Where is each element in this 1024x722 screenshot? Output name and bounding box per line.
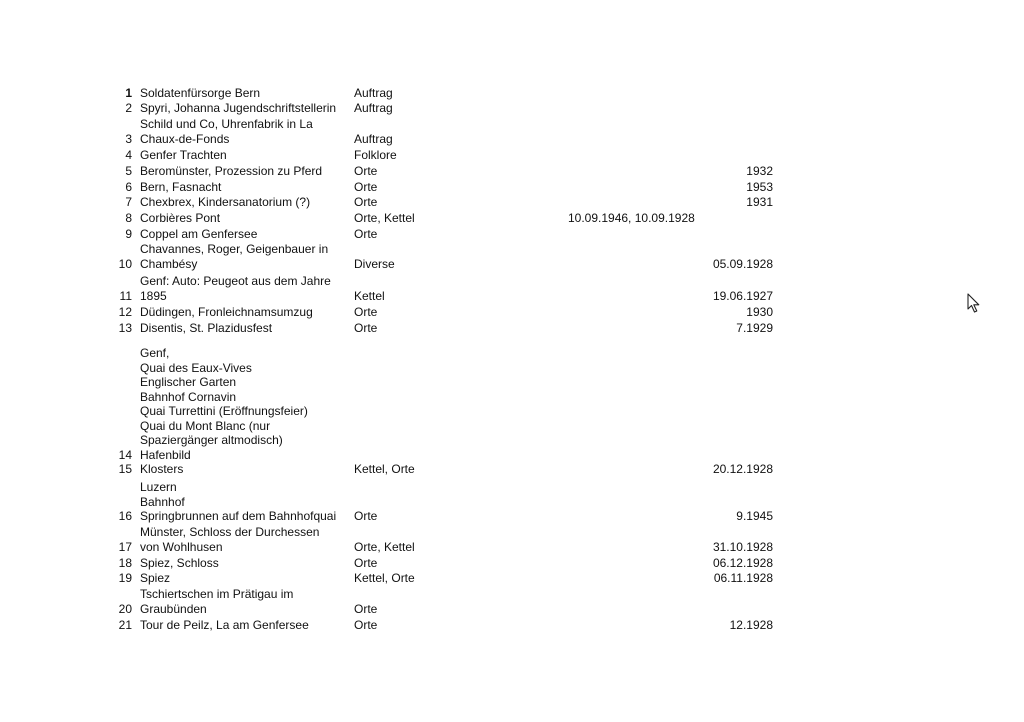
row-title-line: 1895 (140, 288, 167, 303)
row-title (140, 117, 313, 146)
row-title (140, 321, 272, 336)
row-number: 21 (118, 618, 132, 632)
row-title-line: Hafenbild (140, 447, 191, 462)
row-category: Orte (354, 618, 378, 632)
row-title-line: Genfer Trachten (140, 148, 227, 162)
row-title (140, 195, 310, 210)
row-title-line: Disentis, St. Plazidusfest (140, 321, 273, 335)
row-category: Kettel, Orte (354, 462, 415, 476)
row-date: 20.12.1928 (712, 462, 773, 476)
row-title (140, 148, 227, 163)
row-category: Orte (354, 305, 378, 319)
row-title-line: Münster, Schloss der Durchessen (140, 525, 320, 539)
row-title-line: Chaux-de-Fonds (140, 131, 230, 146)
row-title-line: Klosters (140, 462, 184, 476)
row-title-line: Chexbrex, Kindersanatorium (?) (140, 195, 311, 209)
row-title-line: Graubünden (140, 601, 207, 616)
row-number: 14 (118, 447, 132, 462)
row-date: 31.10.1928 (712, 539, 773, 554)
row-title-line: Quai Turrettini (Eröffnungsfeier) (140, 404, 308, 418)
row-title-line: Tschiertschen im Prätigau im (140, 587, 294, 601)
row-title (140, 227, 257, 242)
row-number: 7 (125, 195, 132, 209)
row-title-line: Spyri, Johanna Jugendschriftstellerin (140, 101, 337, 115)
row-date: 06.11.1928 (713, 571, 773, 585)
row-category: Auftrag (354, 86, 393, 100)
row-category: Orte (354, 227, 378, 241)
row-title-line: Bahnhof (140, 494, 185, 509)
row-category: Auftrag (354, 101, 393, 115)
row-title (140, 525, 319, 554)
row-title (140, 242, 328, 271)
row-title (140, 180, 221, 195)
row-number: 4 (125, 148, 132, 162)
row-date: 1930 (746, 305, 773, 319)
row-category: Orte (354, 601, 378, 616)
row-title-line: Springbrunnen auf dem Bahnhofquai (140, 509, 337, 523)
row-title-line: Spiez, Schloss (140, 556, 219, 570)
row-number: 19 (118, 571, 132, 585)
row-title-line: Chambésy (140, 256, 198, 271)
row-title-line: Schild und Co, Uhrenfabrik in La (140, 117, 313, 131)
row-title (140, 618, 309, 633)
row-title (140, 571, 170, 586)
row-title-line: Quai du Mont Blanc (nur (140, 418, 271, 433)
row-title-line: Spiez (140, 571, 171, 585)
row-number: 13 (118, 321, 132, 335)
row-date: 05.09.1928 (712, 256, 773, 271)
row-title (140, 480, 336, 524)
row-title-line: Englischer Garten (140, 375, 237, 389)
row-number: 6 (125, 180, 132, 194)
row-category: Kettel, Orte (354, 571, 415, 585)
row-title (140, 211, 220, 226)
row-date: 1932 (746, 164, 773, 178)
row-category: Orte (354, 195, 378, 209)
row-category: Orte (354, 180, 378, 194)
row-title-line: Chavannes, Roger, Geigenbauer in (140, 242, 329, 256)
row-date: 06.12.1928 (712, 556, 773, 570)
row-category: Orte, Kettel (354, 539, 415, 554)
row-category: Auftrag (354, 131, 393, 146)
row-title-line: Bern, Fasnacht (140, 180, 222, 194)
row-category: Orte (354, 509, 378, 523)
row-category: Orte, Kettel (354, 211, 415, 225)
row-date: 1953 (746, 180, 773, 194)
row-title-line: Luzern (140, 480, 177, 494)
row-number: 16 (118, 509, 132, 523)
row-title (140, 101, 336, 116)
row-secondary-date: 10.09.1946, 10.09.1928 (568, 211, 695, 225)
row-title (140, 462, 183, 477)
row-title-line: Beromünster, Prozession zu Pferd (140, 164, 323, 178)
row-title-line: Bahnhof Cornavin (140, 389, 237, 404)
row-title-line: Corbières Pont (140, 211, 221, 225)
row-number: 20 (118, 601, 132, 616)
row-number: 18 (118, 556, 132, 570)
row-number: 15 (118, 462, 132, 476)
row-title (140, 587, 293, 616)
row-title-line: Düdingen, Fronleichnamsumzug (140, 305, 313, 319)
row-category: Orte (354, 321, 378, 335)
row-title-line: Genf: Auto: Peugeot aus dem Jahre (140, 274, 331, 288)
row-number: 10 (118, 256, 132, 271)
row-title (140, 274, 331, 303)
row-category: Folklore (354, 148, 397, 162)
row-title-line: Quai des Eaux-Vives (140, 360, 252, 375)
row-number: 5 (125, 164, 132, 178)
row-date: 19.06.1927 (712, 288, 773, 303)
row-category: Orte (354, 556, 378, 570)
row-title (140, 86, 260, 101)
row-title-line: Genf, (140, 346, 170, 360)
row-number: 3 (125, 131, 132, 146)
row-category: Kettel (354, 288, 385, 303)
row-number: 11 (119, 288, 132, 303)
row-category: Orte (354, 164, 378, 178)
row-title-line: Coppel am Genfersee (140, 227, 258, 241)
row-title-line: Soldatenfürsorge Bern (140, 86, 261, 100)
row-number: 8 (125, 211, 132, 225)
row-number: 2 (125, 101, 132, 115)
row-number: 17 (118, 539, 132, 554)
row-title-line: Spaziergänger altmodisch) (140, 433, 283, 447)
row-title-line: von Wohlhusen (140, 539, 223, 554)
row-title (140, 556, 219, 571)
row-date: 1931 (746, 195, 773, 209)
row-title-line: Tour de Peilz, La am Genfersee (140, 618, 309, 632)
row-date: 12.1928 (729, 618, 773, 632)
mouse-pointer-icon (967, 293, 981, 313)
row-number: 1 (125, 86, 132, 100)
row-title (140, 346, 308, 462)
row-number: 9 (125, 227, 132, 241)
row-title (140, 305, 313, 320)
row-number: 12 (118, 305, 132, 319)
row-date: 9.1945 (736, 509, 773, 523)
row-title (140, 164, 322, 179)
row-category: Diverse (354, 256, 395, 271)
row-date: 7.1929 (736, 321, 773, 335)
